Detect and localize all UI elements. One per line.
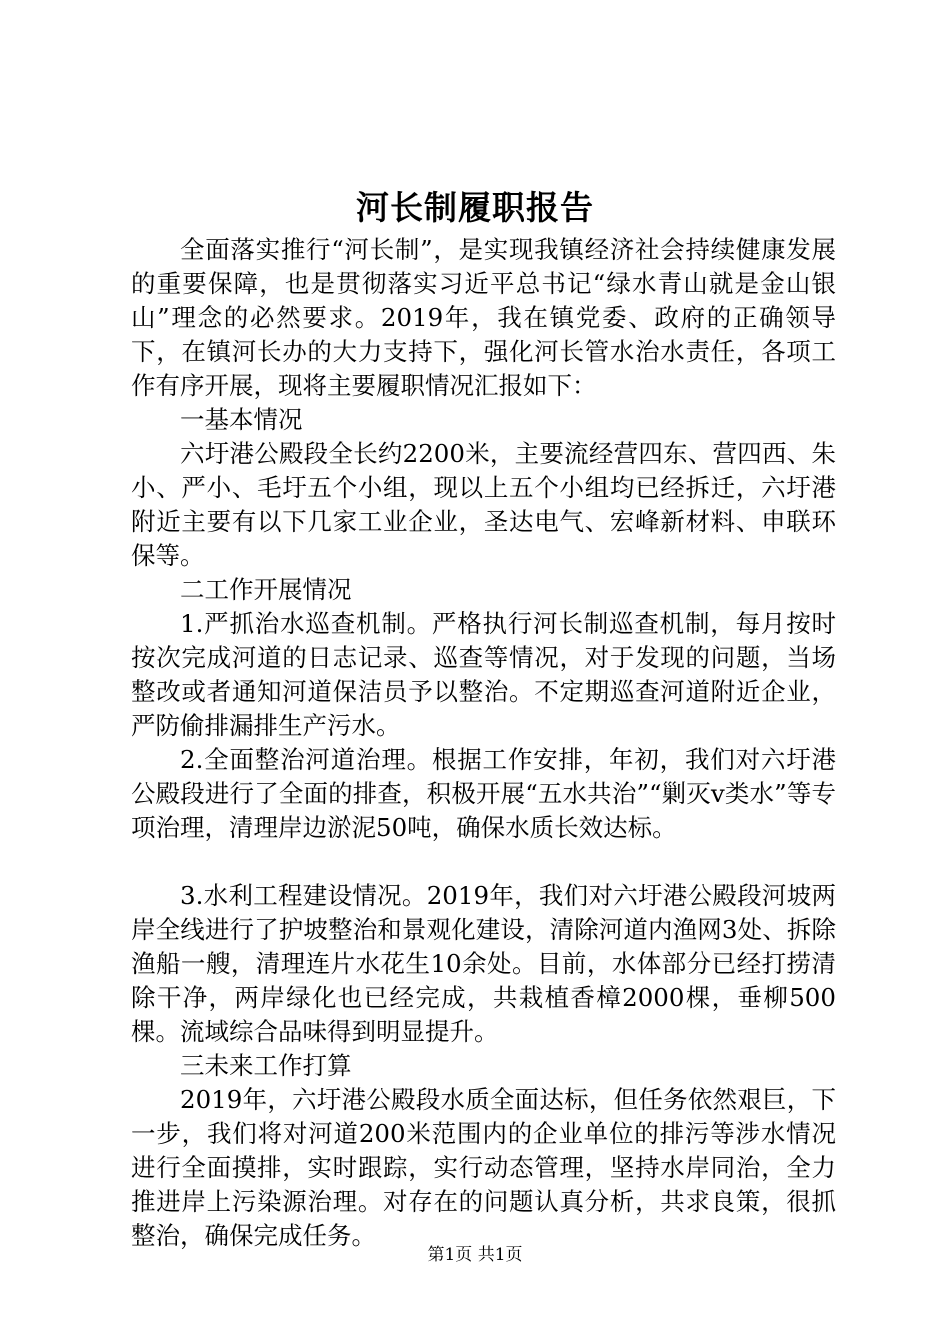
section-heading-work: 二工作开展情况 [180,575,352,604]
section-paragraph-future: 2019年，六圩港公殿段水质全面达标，但任务依然艰巨，下一步，我们将对河道200米范围内的企业单位的排污等涉水情况进行全面摸排，实时跟踪，实行动态管理，坚持水岸同治，全力推进岸上污染源治理。对存在的问题认真分析，共求良策，很抓整治，确保完成任务。 [131,1085,836,1250]
section-heading-future: 三未来工作打算 [180,1051,352,1080]
document-title: 河长制履职报告 [356,188,594,227]
blank-line [131,845,836,879]
work-item-3: 3.水利工程建设情况。2019年，我们对六圩港公殿段河坡两岸全线进行了护坡整治和景观化建设，清除河道内渔网3处、拆除渔船一艘，清理连片水花生10余处。目前，水体部分已经打捞清除干净，两岸绿化也已经完成，共栽植香樟2000棵，垂柳500棵。流域综合品味得到明显提升。 [131,881,836,1046]
document-body [131,233,836,1253]
work-item-2: 2.全面整治河道治理。根据工作安排，年初，我们对六圩港公殿段进行了全面的排查，积极开展“五水共治”“剿灭v类水”等专项治理，清理岸边淤泥50吨，确保水质长效达标。 [131,745,836,842]
work-item-1: 1.严抓治水巡查机制。严格执行河长制巡查机制，每月按时按次完成河道的日志记录、巡查等情况，对于发现的问题，当场整改或者通知河道保洁员予以整治。不定期巡查河道附近企业，严防偷排漏排生产污水。 [131,609,836,740]
section-heading-basic: 一基本情况 [180,405,303,434]
section-paragraph-basic: 六圩港公殿段全长约2200米，主要流经营四东、营四西、朱小、严小、毛圩五个小组，现以上五个小组均已经拆迁，六圩港附近主要有以下几家工业企业，圣达电气、宏峰新材料、申联环保等。 [131,439,836,570]
page-number-footer: 第1页 共1页 [427,1245,523,1265]
intro-paragraph: 全面落实推行“河长制”，是实现我镇经济社会持续健康发展的重要保障，也是贯彻落实习近平总书记“绿水青山就是金山银山”理念的必然要求。2019年，我在镇党委、政府的正确领导下，在镇河长办的大力支持下，强化河长管水治水责任，各项工作有序开展，现将主要履职情况汇报如下： [131,235,836,400]
